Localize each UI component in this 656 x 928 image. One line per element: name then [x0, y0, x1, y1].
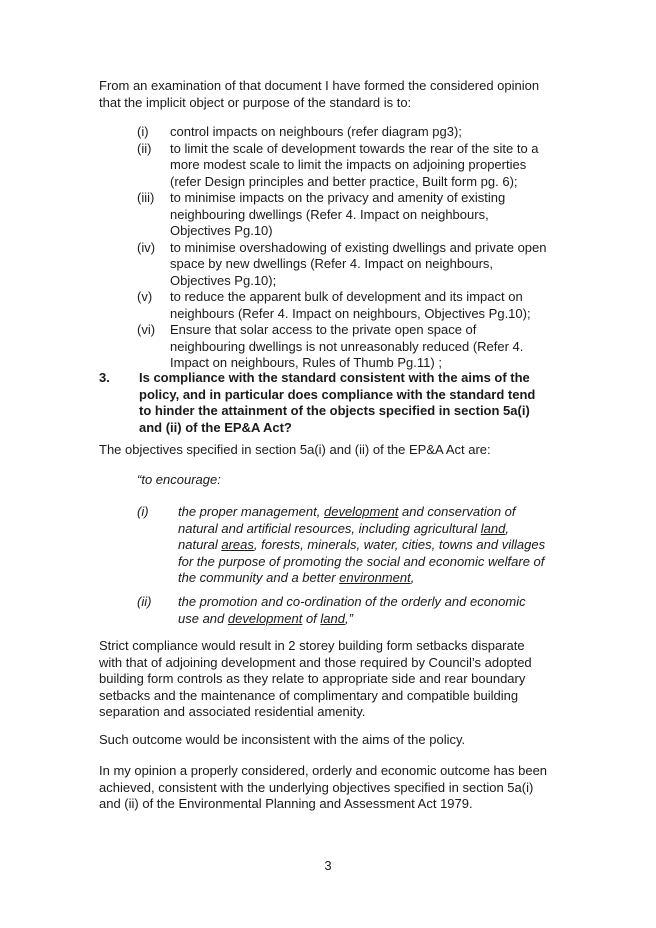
quote-item-number: (i) [137, 504, 149, 519]
intro-line: that the implicit object or purpose of the standard is to: [99, 94, 412, 110]
list-item-number: (v) [137, 289, 153, 304]
quote-line: the promotion and co-ordination of the orderly and economic [178, 594, 526, 609]
list-item [137, 141, 577, 191]
quote-line [178, 611, 577, 628]
compliance-paragraph [99, 638, 579, 721]
list-item-number: (ii) [137, 140, 152, 156]
list-item-line: (refer Design principles and better practice, Built form pg. 6); [170, 173, 518, 189]
underlined-term: areas [221, 537, 254, 552]
list-item-line: Objectives Pg.10); [170, 272, 277, 288]
quote-item [137, 594, 577, 627]
quote-item [137, 504, 577, 587]
list-item-line: to limit the scale of development towards the rear of the site to a [170, 140, 539, 156]
list-item-number: (iii) [137, 190, 155, 205]
paragraph-line: building form controls as they relate to appropriate side and rear boundary [99, 671, 526, 686]
list-item-line: Ensure that solar access to the private open space of [170, 322, 477, 337]
paragraph-line: separation and associated residential amenity. [99, 704, 366, 719]
text-span: , [505, 520, 509, 536]
text-span: natural and artificial resources, including agricultural [178, 520, 481, 536]
quote-item-number: (ii) [137, 594, 152, 609]
list-item [137, 190, 577, 240]
text-span: and conservation of [398, 504, 516, 519]
opinion-paragraph [99, 763, 579, 813]
quote-line [178, 537, 577, 554]
text-span: ,” [344, 610, 353, 626]
list-item-line: space by new dwellings (Refer 4. Impact on neighbours, [170, 256, 494, 271]
quote-intro: “to encourage: [137, 472, 221, 487]
section-heading-line: policy, and in particular does compliance with the standard tend [139, 386, 536, 402]
page-number: 3 [324, 858, 332, 873]
paragraph-line: Such outcome would be inconsistent with the aims of the policy. [99, 732, 466, 747]
quote-list [137, 594, 577, 627]
text-span: the proper management, [178, 504, 324, 519]
paragraph-line: with that of adjoining development and those required by Council’s adopted [99, 654, 532, 670]
text-span: use and [178, 610, 228, 626]
paragraph-line: and (ii) of the Environmental Planning and Assessment Act 1979. [99, 796, 473, 811]
quote-list [137, 504, 577, 587]
quote-line [178, 504, 577, 521]
paragraph-line: achieved, consistent with the underlying objectives specified in section 5a(i) [99, 779, 534, 795]
list-item [137, 322, 577, 372]
section-heading [99, 370, 579, 436]
underlined-term: environment [339, 570, 411, 585]
list-item [137, 289, 577, 322]
underlined-term: development [323, 504, 399, 519]
list-item-line: neighbouring dwellings (Refer 4. Impact on neighbours, [170, 206, 489, 222]
paragraph-line: In my opinion a properly considered, orderly and economic outcome has been [99, 763, 548, 778]
list-item-number: (iv) [137, 239, 156, 255]
list-item-line: neighbours (Refer 4. Impact on neighbours, Objectives Pg.10); [170, 305, 531, 321]
section-heading-line: Is compliance with the standard consistent with the aims of the [139, 370, 530, 385]
objectives-intro [99, 442, 579, 459]
list-item-line: to minimise overshadowing of existing dwellings and private open [170, 239, 547, 255]
paragraph-line: The objectives specified in section 5a(i) and (ii) of the EP&A Act are: [99, 442, 491, 457]
quote-line [178, 570, 577, 587]
underlined-term: development [227, 610, 303, 626]
section-heading-line: to hinder the attainment of the objects specified in section 5a(i) [139, 403, 530, 418]
list-item-line: Objectives Pg.10) [170, 223, 273, 238]
list-item-number: (vi) [137, 322, 156, 337]
text-span: of [302, 610, 321, 626]
text-span: , [410, 570, 415, 585]
list-item-line: control impacts on neighbours (refer diagram pg3); [170, 124, 462, 139]
list-item [137, 124, 577, 141]
list-item-line: more modest scale to limit the impacts on adjoining properties [170, 157, 527, 172]
paragraph-line: Strict compliance would result in 2 storey building form setbacks disparate [99, 638, 525, 653]
underlined-term: land [480, 520, 506, 536]
list-item-line: neighbouring dwellings is not unreasonably reduced (Refer 4. [170, 338, 524, 354]
quote-line [178, 521, 577, 538]
underlined-term: land [320, 610, 345, 626]
outcome-paragraph [99, 732, 579, 749]
list-item-line: to reduce the apparent bulk of development and its impact on [170, 289, 523, 304]
paragraph-line: setbacks and the maintenance of complimentary and compatible building [99, 687, 519, 703]
text-span: the community and a better [178, 570, 340, 585]
intro-paragraph [99, 78, 569, 111]
text-span: , forests, minerals, water, cities, towns and villages [253, 537, 546, 552]
list-item-line: to minimise impacts on the privacy and amenity of existing [170, 190, 506, 205]
list-item-line: Impact on neighbours, Rules of Thumb Pg.11) ; [170, 355, 442, 370]
section-number: 3. [99, 370, 110, 385]
objects-list [137, 124, 577, 372]
list-item [137, 240, 577, 290]
text-span: natural [178, 537, 222, 552]
intro-line: From an examination of that document I have formed the considered opinion [99, 78, 540, 93]
list-item-number: (i) [137, 124, 149, 139]
section-heading-line: and (ii) of the EP&A Act? [139, 419, 292, 435]
quote-line: for the purpose of promoting the social and economic welfare of [178, 553, 545, 569]
